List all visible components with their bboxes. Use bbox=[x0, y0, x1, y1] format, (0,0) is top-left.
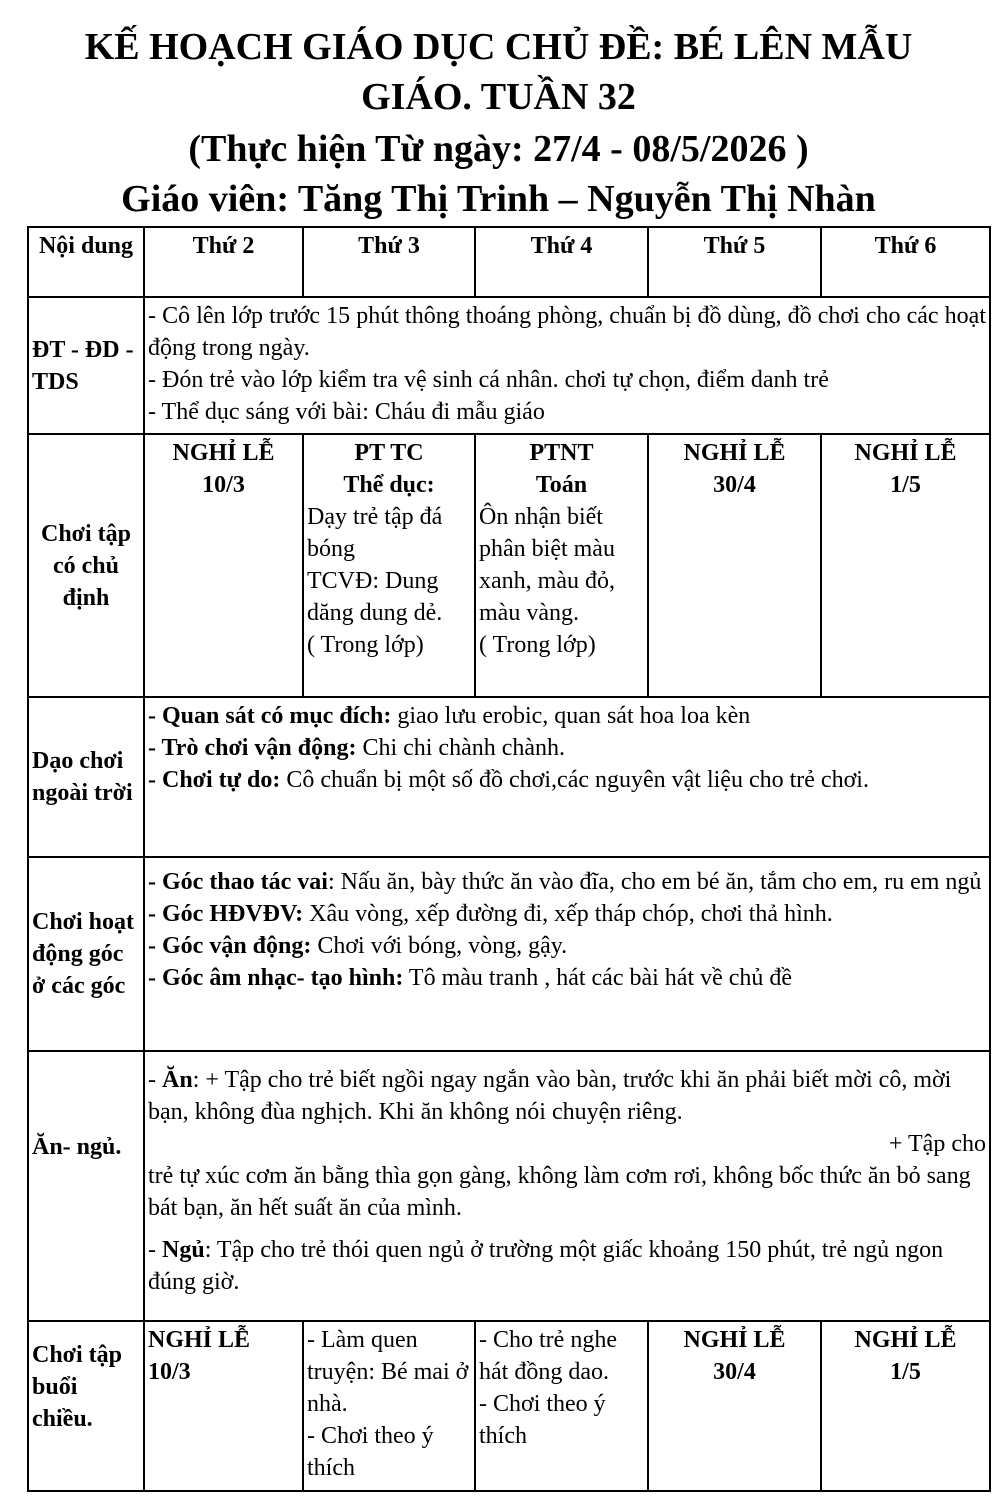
holiday-date: 10/3 bbox=[148, 1359, 191, 1385]
header-thu3: Thứ 3 bbox=[303, 227, 475, 297]
plan-table bbox=[27, 226, 991, 1492]
row-an-ngu bbox=[28, 1051, 990, 1321]
activity-location: ( Trong lớp) bbox=[479, 632, 596, 658]
afternoon-activity: - Cho trẻ nghe hát đồng dao. bbox=[479, 1327, 617, 1385]
goc-item-4 bbox=[148, 962, 986, 994]
row-choi-tap bbox=[28, 434, 990, 697]
subject-subheading: Toán bbox=[535, 472, 588, 498]
afternoon-free-play: - Chơi theo ý thích bbox=[307, 1423, 434, 1481]
choi-tap-thu5 bbox=[648, 434, 821, 697]
row-dt bbox=[28, 297, 990, 434]
item-key: - Góc HĐVĐV: bbox=[148, 901, 304, 927]
activity-location: ( Trong lớp) bbox=[307, 632, 424, 658]
chieu-thu6 bbox=[821, 1321, 990, 1491]
item-text: Xâu vòng, xếp đường đi, xếp tháp chóp, chơi thả hình. bbox=[303, 901, 833, 927]
an-text-1: : + Tập cho trẻ biết ngồi ngay ngắn vào bàn, trước khi ăn phải biết mời cô, mời bạn, không đùa nghịch. Khi ăn không nói chuyện riêng. bbox=[148, 1067, 952, 1125]
date-range: (Thực hiện Từ ngày: 27/4 - 08/5/2026 ) bbox=[188, 128, 809, 170]
choi-tap-thu6 bbox=[821, 434, 990, 697]
activity-game: TCVĐ: Dung dăng dung dẻ. bbox=[307, 568, 443, 626]
row-goc bbox=[28, 857, 990, 1051]
chieu-thu5 bbox=[648, 1321, 821, 1491]
holiday-label: NGHỈ LỄ bbox=[854, 1327, 957, 1353]
dt-line-1: - Cô lên lớp trước 15 phút thông thoáng phòng, chuẩn bị đồ dùng, đồ chơi cho các hoạt động trong ngày. bbox=[148, 303, 986, 361]
an-text-2: + Tập cho bbox=[888, 1131, 986, 1157]
ngu-key: Ngủ bbox=[162, 1237, 205, 1263]
dt-line-2: - Đón trẻ vào lớp kiểm tra vệ sinh cá nhân. chơi tự chọn, điểm danh trẻ bbox=[148, 367, 829, 393]
dao-choi-item-1 bbox=[148, 700, 986, 732]
row-chieu bbox=[28, 1321, 990, 1491]
item-text: Chi chi chành chành. bbox=[356, 735, 566, 761]
goc-content bbox=[144, 857, 990, 1051]
chieu-thu4 bbox=[475, 1321, 648, 1491]
an-text-3: trẻ tự xúc cơm ăn bằng thìa gọn gàng, không làm cơm rơi, không bốc thức ăn bỏ sang bát bạn, ăn hết suất ăn của mình. bbox=[148, 1163, 971, 1221]
row-label-dt: ĐT - ĐD - TDS bbox=[28, 297, 144, 434]
activity-text: Dạy trẻ tập đá bóng bbox=[307, 504, 443, 562]
holiday-date: 1/5 bbox=[890, 472, 921, 498]
dt-content bbox=[144, 297, 990, 434]
item-text: giao lưu erobic, quan sát hoa loa kèn bbox=[391, 703, 751, 729]
subject-heading: PT TC bbox=[354, 440, 424, 466]
chieu-thu3 bbox=[303, 1321, 475, 1491]
dao-choi-content bbox=[144, 697, 990, 857]
holiday-label: NGHỈ LỄ bbox=[148, 1327, 251, 1353]
item-text: Tô màu tranh , hát các bài hát về chủ đề bbox=[403, 965, 793, 991]
row-label-chieu: Chơi tập buổi chiều. bbox=[28, 1321, 144, 1491]
teachers: Giáo viên: Tăng Thị Trinh – Nguyễn Thị Nhàn bbox=[121, 178, 876, 220]
item-key: - Chơi tự do: bbox=[148, 767, 281, 793]
holiday-date: 1/5 bbox=[890, 1359, 921, 1385]
header-content: Nội dung bbox=[28, 227, 144, 297]
activity-text: Ôn nhận biết phân biệt màu xanh, màu đỏ, màu vàng. bbox=[479, 504, 615, 626]
subject-subheading: Thể dục: bbox=[343, 472, 435, 498]
dao-choi-item-3 bbox=[148, 764, 986, 796]
header-thu5: Thứ 5 bbox=[648, 227, 821, 297]
item-text: : Nấu ăn, bày thức ăn vào đĩa, cho em bé ăn, tắm cho em, ru em ngủ bbox=[327, 869, 982, 895]
holiday-label: NGHỈ LỄ bbox=[683, 440, 786, 466]
holiday-date: 10/3 bbox=[202, 472, 245, 498]
row-label-an-ngu: Ăn- ngủ. bbox=[28, 1051, 144, 1321]
row-label-goc: Chơi hoạt động góc ở các góc bbox=[28, 857, 144, 1051]
item-text: Cô chuẩn bị một số đồ chơi,các nguyên vật liệu cho trẻ chơi. bbox=[280, 767, 869, 793]
an-key: Ăn bbox=[162, 1067, 193, 1093]
item-key: - Góc vận động: bbox=[148, 933, 312, 959]
goc-item-2 bbox=[148, 898, 986, 930]
row-dao-choi bbox=[28, 697, 990, 857]
holiday-date: 30/4 bbox=[713, 1359, 756, 1385]
ngu-paragraph: - Ngủ: Tập cho trẻ thói quen ngủ ở trường một giấc khoảng 150 phút, trẻ ngủ ngon đúng giờ. bbox=[148, 1237, 944, 1295]
row-label-choi-tap: Chơi tập có chủ định bbox=[28, 434, 144, 697]
item-key: - Trò chơi vận động: bbox=[148, 735, 357, 761]
chieu-thu2 bbox=[144, 1321, 303, 1491]
header-row bbox=[28, 227, 990, 297]
item-key: - Góc âm nhạc- tạo hình: bbox=[148, 965, 404, 991]
holiday-label: NGHỈ LỄ bbox=[854, 440, 957, 466]
header-thu4: Thứ 4 bbox=[475, 227, 648, 297]
header-thu6: Thứ 6 bbox=[821, 227, 990, 297]
choi-tap-thu3 bbox=[303, 434, 475, 697]
dao-choi-item-2 bbox=[148, 732, 986, 764]
goc-item-3 bbox=[148, 930, 986, 962]
holiday-label: NGHỈ LỄ bbox=[683, 1327, 786, 1353]
title-line-1: KẾ HOẠCH GIÁO DỤC CHỦ ĐỀ: BÉ LÊN MẪU bbox=[84, 26, 913, 68]
ngu-text: : Tập cho trẻ thói quen ngủ ở trường một giấc khoảng 150 phút, trẻ ngủ ngon đúng giờ. bbox=[148, 1237, 944, 1295]
row-label-dao-choi: Dạo chơi ngoài trời bbox=[28, 697, 144, 857]
holiday-label: NGHỈ LỄ bbox=[172, 440, 275, 466]
choi-tap-thu2 bbox=[144, 434, 303, 697]
item-text: Chơi với bóng, vòng, gậy. bbox=[311, 933, 568, 959]
header-thu2: Thứ 2 bbox=[144, 227, 303, 297]
goc-item-1 bbox=[148, 866, 986, 898]
an-ngu-content bbox=[144, 1051, 990, 1321]
title-line-2: GIÁO. TUẦN 32 bbox=[361, 76, 636, 118]
subject-heading: PTNT bbox=[529, 440, 594, 466]
an-paragraph: - Ăn: + Tập cho trẻ biết ngồi ngay ngắn vào bàn, trước khi ăn phải biết mời cô, mời bạn, không đùa nghịch. Khi ăn không nói chuyện riêng. bbox=[148, 1067, 952, 1125]
item-key: - Góc thao tác vai bbox=[148, 869, 328, 895]
choi-tap-thu4 bbox=[475, 434, 648, 697]
dt-line-3: - Thể dục sáng với bài: Cháu đi mẫu giáo bbox=[148, 399, 545, 425]
afternoon-free-play: - Chơi theo ý thích bbox=[479, 1391, 606, 1449]
holiday-date: 30/4 bbox=[713, 472, 756, 498]
afternoon-activity: - Làm quen truyện: Bé mai ở nhà. bbox=[307, 1327, 469, 1417]
item-key: - Quan sát có mục đích: bbox=[148, 703, 392, 729]
